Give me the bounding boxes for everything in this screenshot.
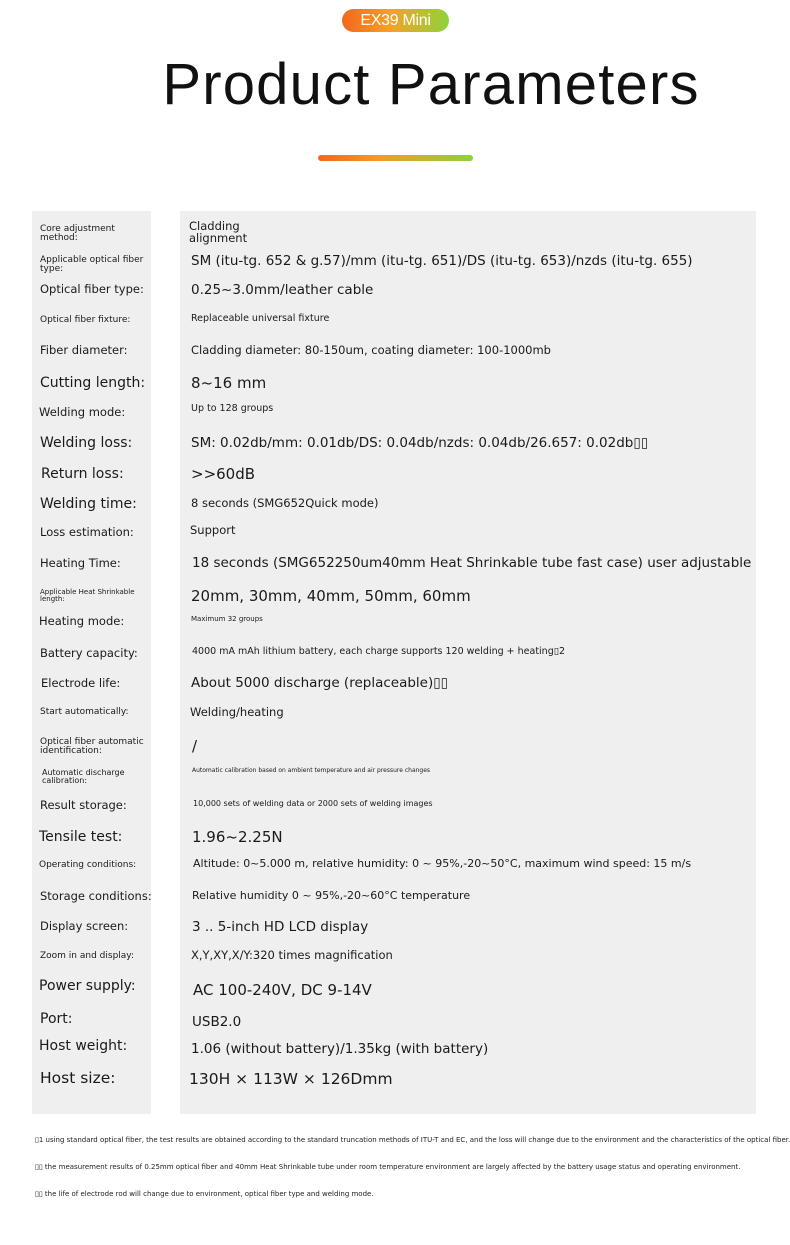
param-label: Heating mode: [39,614,125,628]
param-label: Optical fiber fixture: [40,315,131,325]
param-value: Automatic calibration based on ambient temperature and air pressure changes [192,767,431,774]
param-value: 18 seconds (SMG652250um40mm Heat Shrinkable tube fast case) user adjustable [192,555,752,571]
param-label: Core adjustment method: [40,224,115,243]
param-value: 20mm, 30mm, 40mm, 50mm, 60mm [191,587,471,605]
param-value: Cladding alignment [189,219,248,246]
param-value: Maximum 32 groups [191,615,263,623]
param-value: Cladding diameter: 80-150um, coating diameter: 100-1000mb [191,343,551,357]
param-value: Altitude: 0~5.000 m, relative humidity: 0 ~ 95%,-20~50°C, maximum wind speed: 15 m/s [193,857,692,870]
param-label: Port: [40,1011,73,1027]
param-label: Result storage: [40,798,127,812]
param-label: Start automatically: [40,707,129,717]
param-label: Host weight: [39,1038,128,1054]
param-label: Battery capacity: [40,646,138,660]
param-value: 0.25~3.0mm/leather cable [191,282,374,298]
param-label: Storage conditions: [40,889,152,903]
param-value: 130H × 113W × 126Dmm [189,1070,393,1088]
param-value: SM: 0.02db/mm: 0.01db/DS: 0.04db/nzds: 0.04db/26.657: 0.02db▯▯ [191,435,649,451]
footnote: ▯1 using standard optical fiber, the test results are obtained according to the standard truncation methods of ITU-T and EC, and the loss will change due to the environment and the characteristics of the optical fiber. [35,1136,790,1144]
param-value: SM (itu-tg. 652 & g.57)/mm (itu-tg. 651)/DS (itu-tg. 653)/nzds (itu-tg. 655) [191,253,693,269]
param-value: 10,000 sets of welding data or 2000 sets of welding images [193,799,433,808]
param-label: Welding time: [40,496,137,512]
param-label: Fiber diameter: [40,343,128,357]
param-label: Automatic discharge calibration: [42,768,125,785]
param-label: Zoom in and display: [40,951,134,961]
param-value: 1.96~2.25N [192,828,283,846]
param-value: 4000 mA mAh lithium battery, each charge supports 120 welding + heating▯2 [192,646,566,657]
param-value: / [192,737,198,755]
param-label: Power supply: [39,978,136,994]
param-label: Welding loss: [40,435,133,451]
model-badge: EX39 Mini [342,9,449,32]
param-value: Relative humidity 0 ~ 95%,-20~60°C temperature [192,889,471,902]
param-label: Welding mode: [39,405,126,419]
param-value: Up to 128 groups [191,403,274,414]
footnote: ▯▯ the life of electrode rod will change due to environment, optical fiber type and welding mode. [35,1190,374,1198]
param-value: AC 100-240V, DC 9-14V [193,981,372,999]
param-value: 8 seconds (SMG652Quick mode) [191,496,379,510]
param-label: Optical fiber automatic identification: [40,737,144,756]
param-value: About 5000 discharge (replaceable)▯▯ [191,675,449,691]
param-value: Replaceable universal fixture [191,313,330,324]
page-title: Product Parameters [162,52,700,117]
param-label: Cutting length: [40,375,146,391]
param-label: Applicable Heat Shrinkable length: [40,588,135,603]
title-accent-bar [318,155,473,161]
param-label: Loss estimation: [40,525,134,539]
param-value: USB2.0 [192,1014,242,1030]
footnote: ▯▯ the measurement results of 0.25mm optical fiber and 40mm Heat Shrinkable tube under room temperature environment are largely affected by the battery usage status and operating environment. [35,1163,741,1171]
param-value: 3 .. 5-inch HD LCD display [192,919,369,935]
param-value: Welding/heating [190,705,284,719]
param-label: Tensile test: [39,829,123,845]
param-value: 8~16 mm [191,374,267,392]
param-value: Support [190,523,236,537]
param-label: Applicable optical fiber type: [40,255,144,274]
param-label: Optical fiber type: [40,282,144,296]
param-value: >>60dB [191,465,256,483]
param-label: Display screen: [40,919,129,933]
param-label: Electrode life: [41,676,121,690]
param-label: Return loss: [41,466,124,482]
param-value: X,Y,XY,X/Y:320 times magnification [191,948,393,962]
param-label: Heating Time: [40,556,121,570]
param-label: Operating conditions: [39,860,137,870]
param-label: Host size: [40,1069,116,1087]
param-value: 1.06 (without battery)/1.35kg (with battery) [191,1041,489,1057]
